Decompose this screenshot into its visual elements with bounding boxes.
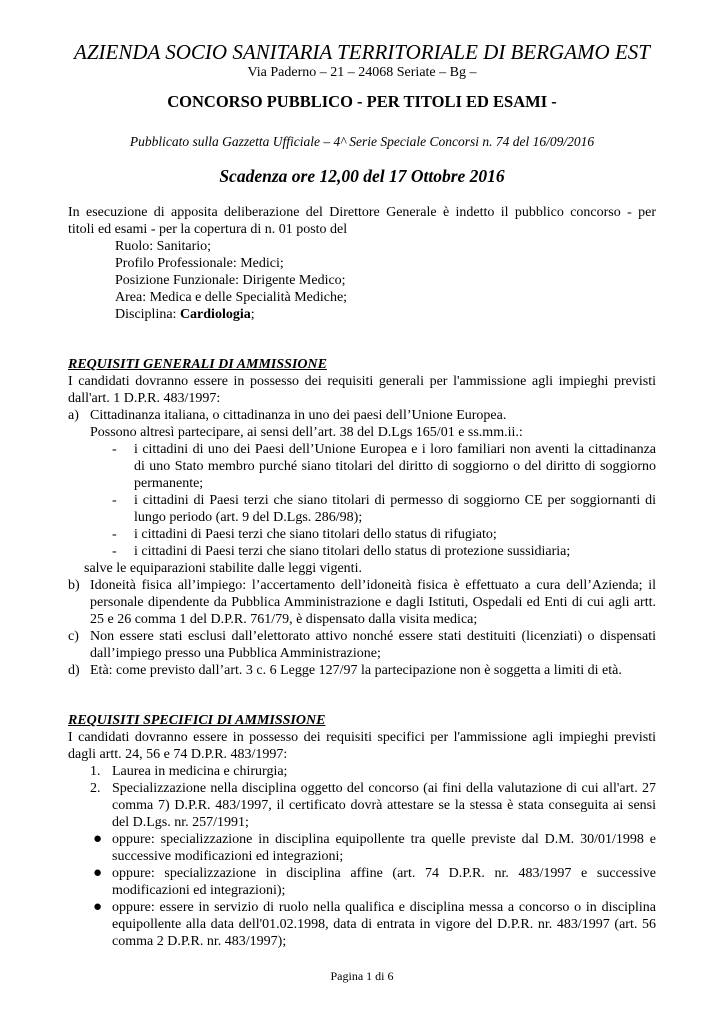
requirement-b-line-2: personale dipendente da Pubblica Amministrazione e dagli Istituti, Ospedali ed Enti di cui agli artt. [90, 595, 656, 610]
requirement-c-line-2: dall’impiego presso una Pubblica Amministrazione; [90, 646, 381, 661]
competition-title: CONCORSO PUBBLICO - PER TITOLI ED ESAMI - [167, 92, 557, 111]
intro-line-2: titoli ed esami - per la copertura di n. 01 posto del [68, 222, 348, 237]
requirement-a [68, 407, 656, 441]
dash-marker: - [112, 442, 117, 457]
requirement-a-line-2: Possono altresì partecipare, ai sensi dell’art. 38 del D.Lgs 165/01 e ss.mm.ii.: [90, 425, 523, 440]
requirement-d [68, 662, 656, 679]
dash-item-4 [68, 543, 656, 560]
requirement-b [68, 577, 656, 628]
requirement-d-line-1: Età: come previsto dall’art. 3 c. 6 Legge 127/97 la partecipazione non è soggetta a limiti di età. [90, 663, 622, 678]
bullet-marker: ● [93, 865, 103, 881]
deadline: Scadenza ore 12,00 del 17 Ottobre 2016 [219, 166, 505, 186]
numbered-item-1-line-1: Laurea in medicina e chirurgia; [112, 764, 288, 779]
dash-marker: - [112, 544, 117, 559]
detail-area: Area: Medica e delle Specialità Mediche; [115, 290, 348, 305]
requirement-c-line-1: Non essere stati esclusi dall’elettorato attivo nonché essere stati destituiti (licenziati) o dispensati [90, 629, 656, 644]
bullet-item-3-line-1: oppure: essere in servizio di ruolo nella qualifica e disciplina messa a concorso o in disciplina [112, 900, 656, 915]
requirement-b-line-3: 25 e 26 comma 1 del D.P.R. 761/79, è dispensato dalla visita medica; [90, 612, 478, 627]
numbered-item-2-line-2: comma 7) D.P.R. 483/1997, il certificato dovrà attestare se la stessa è stata conseguita ai sensi [112, 798, 656, 813]
disciplina-suffix: ; [250, 307, 255, 322]
intro-line-1: In esecuzione di apposita deliberazione del Direttore Generale è indetto il pubblico concorso - per [68, 205, 656, 220]
dash-item-4-line-1: i cittadini di Paesi terzi che siano titolari dello status di protezione sussidiaria; [134, 544, 571, 559]
numbered-item-1-num: 1. [90, 764, 101, 779]
publication-note: Pubblicato sulla Gazzetta Ufficiale – 4^ Serie Speciale Concorsi n. 74 del 16/09/2016 [129, 134, 595, 149]
numbered-item-2-num: 2. [90, 781, 101, 796]
dash-item-1-line-3: permanente; [134, 476, 204, 491]
detail-disciplina [68, 306, 656, 323]
dash-item-3 [68, 526, 656, 543]
specific-requirements-section [68, 712, 656, 950]
dash-marker: - [112, 493, 117, 508]
requirement-a-label: a) [68, 408, 79, 423]
bullet-item-1 [68, 831, 656, 865]
specific-intro-line-2: dagli artt. 24, 56 e 74 D.P.R. 483/1997: [68, 747, 288, 762]
general-requirements-section [68, 356, 656, 679]
detail-posizione: Posizione Funzionale: Dirigente Medico; [115, 273, 346, 288]
requirement-a-end: salve le equiparazioni stabilite dalle leggi vigenti. [84, 561, 362, 576]
requirement-b-line-1: Idoneità fisica all’impiego: l’accertamento dell’idoneità fisica è effettuato a cura dell’Azienda; il [90, 578, 656, 593]
disciplina-label: Disciplina: [115, 307, 180, 322]
organization-address: Via Paderno – 21 – 24068 Seriate – Bg – [247, 65, 477, 80]
bullet-item-1-line-1: oppure: specializzazione in disciplina equipollente tra quelle previste dal D.M. 30/01/1998 e [112, 832, 656, 847]
dash-item-1-line-2: di uno Stato membro purché siano titolari del diritto di soggiorno o del diritto di soggiorno [134, 459, 656, 474]
requirement-a-line-1: Cittadinanza italiana, o cittadinanza in uno dei paesi dell’Unione Europea. [90, 408, 507, 423]
dash-item-3-line-1: i cittadini di Paesi terzi che siano titolari dello status di rifugiato; [134, 527, 497, 542]
bullet-item-3-line-3: comma 2 D.P.R. nr. 483/1997); [112, 934, 287, 949]
dash-marker: - [112, 527, 117, 542]
specific-intro-line-1: I candidati dovranno essere in possesso dei requisiti specifici per l'ammissione agli impieghi previsti [68, 730, 656, 745]
bullet-item-1-line-2: successive modificazioni ed integrazioni; [112, 849, 344, 864]
page-number: Pagina 1 di 6 [330, 969, 394, 983]
bullet-item-2-line-1: oppure: specializzazione in disciplina affine (art. 74 D.P.R. nr. 483/1997 e successive [112, 866, 656, 881]
intro-section [68, 204, 656, 323]
detail-profilo: Profilo Professionale: Medici; [115, 256, 284, 271]
numbered-item-1 [68, 763, 656, 780]
bullet-item-3-line-2: equipollente alla data dell'01.02.1998, data di entrata in vigore del D.P.R. nr. 483/1997 (art. 56 [112, 917, 656, 932]
bullet-item-2 [68, 865, 656, 899]
general-requirements-heading: REQUISITI GENERALI DI AMMISSIONE [68, 357, 327, 372]
dash-item-2-line-2: lungo periodo (art. 9 del D.Lgs. 286/98); [134, 510, 363, 525]
bullet-item-3 [68, 899, 656, 950]
organization-title: AZIENDA SOCIO SANITARIA TERRITORIALE DI BERGAMO EST [74, 40, 650, 64]
requirement-c-label: c) [68, 629, 79, 644]
bullet-item-2-line-2: modificazioni ed integrazioni); [112, 883, 286, 898]
dash-item-2 [68, 492, 656, 526]
detail-ruolo: Ruolo: Sanitario; [115, 239, 212, 254]
numbered-item-2 [68, 780, 656, 831]
bullet-marker: ● [93, 831, 103, 847]
general-intro-line-1: I candidati dovranno essere in possesso dei requisiti generali per l'ammissione agli impieghi previsti [68, 374, 656, 389]
dash-item-1-line-1: i cittadini di uno dei Paesi dell’Unione Europea e i loro familiari non aventi la cittadinanza [134, 442, 656, 457]
disciplina-name: Cardiologia [179, 307, 251, 322]
dash-item-1 [68, 441, 656, 492]
specific-requirements-heading: REQUISITI SPECIFICI DI AMMISSIONE [68, 713, 326, 728]
requirement-d-label: d) [68, 663, 80, 678]
general-intro-line-2: dall'art. 1 D.P.R. 483/1997: [68, 391, 221, 406]
numbered-item-2-line-3: del D.Lgs. nr. 257/1991; [112, 815, 249, 830]
requirement-b-label: b) [68, 578, 80, 593]
bullet-marker: ● [93, 899, 103, 915]
numbered-item-2-line-1: Specializzazione nella disciplina oggetto del concorso (ai fini della valutazione di cui all'art. 27 [112, 781, 656, 796]
requirement-c [68, 628, 656, 662]
dash-item-2-line-1: i cittadini di Paesi terzi che siano titolari di permesso di soggiorno CE per soggiornanti di [134, 493, 656, 508]
